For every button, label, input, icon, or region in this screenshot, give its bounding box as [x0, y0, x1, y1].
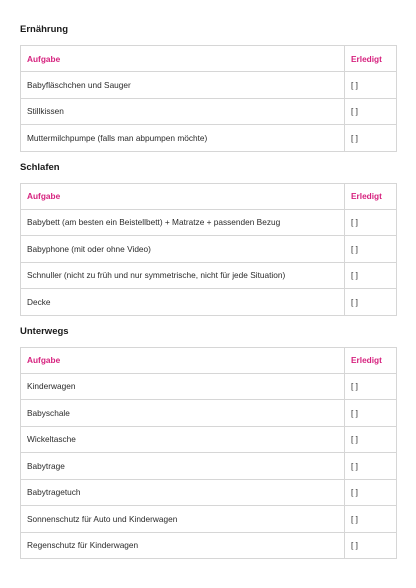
header-aufgabe: Aufgabe — [21, 183, 345, 209]
done-checkbox-cell[interactable]: [ ] — [345, 479, 397, 506]
table-row — [21, 262, 397, 289]
task-cell: Babytragetuch — [21, 479, 345, 506]
task-cell: Babyphone (mit oder ohne Video) — [21, 236, 345, 263]
done-checkbox-cell[interactable]: [ ] — [345, 72, 397, 99]
table-row — [21, 532, 397, 559]
done-checkbox-cell[interactable]: [ ] — [345, 98, 397, 125]
task-cell: Regenschutz für Kinderwagen — [21, 532, 345, 559]
section-title: Unterwegs — [20, 325, 69, 337]
done-checkbox-cell[interactable]: [ ] — [345, 236, 397, 263]
table-row — [21, 72, 397, 99]
task-table — [20, 183, 397, 316]
task-cell: Wickeltasche — [21, 426, 345, 453]
table-header-row — [21, 183, 397, 209]
task-table — [20, 45, 397, 152]
table-row — [21, 426, 397, 453]
table-row — [21, 506, 397, 533]
done-checkbox-cell[interactable]: [ ] — [345, 426, 397, 453]
section-title: Schlafen — [20, 161, 60, 173]
done-checkbox-cell[interactable]: [ ] — [345, 532, 397, 559]
task-cell: Kinderwagen — [21, 373, 345, 400]
done-checkbox-cell[interactable]: [ ] — [345, 506, 397, 533]
section-schlafen — [20, 162, 396, 316]
done-checkbox-cell[interactable]: [ ] — [345, 209, 397, 236]
task-cell: Schnuller (nicht zu früh und nur symmetrische, nicht für jede Situation) — [21, 262, 345, 289]
table-row — [21, 209, 397, 236]
done-checkbox-cell[interactable]: [ ] — [345, 453, 397, 480]
header-erledigt: Erledigt — [345, 46, 397, 72]
task-cell: Stillkissen — [21, 98, 345, 125]
table-row — [21, 479, 397, 506]
table-row — [21, 400, 397, 427]
task-cell: Babybett (am besten ein Beistellbett) + Matratze + passenden Bezug — [21, 209, 345, 236]
task-table — [20, 347, 397, 560]
table-row — [21, 289, 397, 316]
header-erledigt: Erledigt — [345, 183, 397, 209]
done-checkbox-cell[interactable]: [ ] — [345, 400, 397, 427]
table-row — [21, 453, 397, 480]
task-cell: Decke — [21, 289, 345, 316]
table-header-row — [21, 46, 397, 72]
header-aufgabe: Aufgabe — [21, 46, 345, 72]
done-checkbox-cell[interactable]: [ ] — [345, 289, 397, 316]
task-cell: Muttermilchpumpe (falls man abpumpen möchte) — [21, 125, 345, 152]
table-row — [21, 373, 397, 400]
task-cell: Babyschale — [21, 400, 345, 427]
section-ernaehrung — [20, 24, 396, 152]
done-checkbox-cell[interactable]: [ ] — [345, 262, 397, 289]
task-cell: Babytrage — [21, 453, 345, 480]
done-checkbox-cell[interactable]: [ ] — [345, 373, 397, 400]
header-aufgabe: Aufgabe — [21, 347, 345, 373]
section-unterwegs — [20, 326, 396, 560]
header-erledigt: Erledigt — [345, 347, 397, 373]
table-row — [21, 98, 397, 125]
section-title: Ernährung — [20, 24, 69, 35]
done-checkbox-cell[interactable]: [ ] — [345, 125, 397, 152]
table-row — [21, 125, 397, 152]
table-row — [21, 236, 397, 263]
task-cell: Babyfläschchen und Sauger — [21, 72, 345, 99]
table-header-row — [21, 347, 397, 373]
task-cell: Sonnenschutz für Auto und Kinderwagen — [21, 506, 345, 533]
